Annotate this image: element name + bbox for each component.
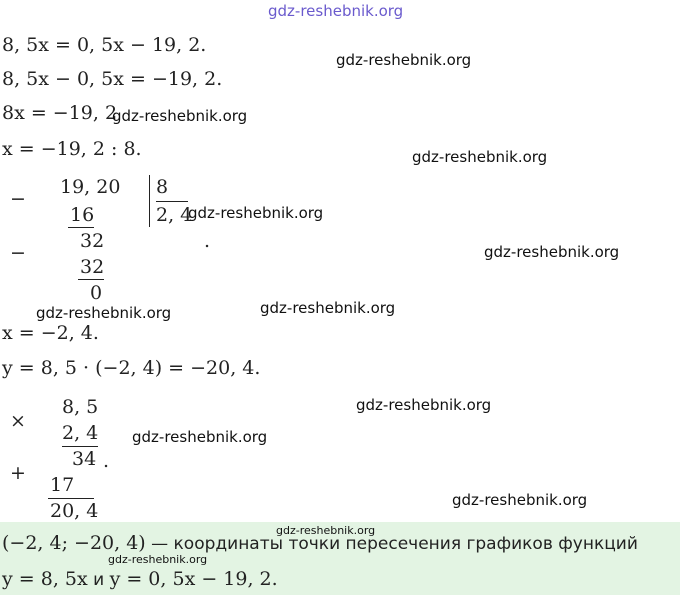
division-minus-2: − — [10, 242, 26, 264]
partial-product-2: 17 — [50, 474, 75, 496]
equation-line-3: 8x = −19, 2 — [2, 102, 118, 124]
division-divisor: 8 — [156, 176, 169, 198]
watermark-5[interactable]: gdz-reshebnik.org — [484, 243, 620, 261]
watermark-10[interactable]: gdz-reshebnik.org — [452, 491, 588, 509]
watermark-top[interactable]: gdz-reshebnik.org — [268, 2, 404, 20]
watermark-7[interactable]: gdz-reshebnik.org — [260, 299, 396, 317]
result-x: x = −2, 4. — [2, 322, 99, 344]
multiplication-sign: × — [10, 410, 26, 432]
watermark-11[interactable]: gdz-reshebnik.org — [276, 524, 376, 537]
partial-product-1: 34 — [72, 448, 97, 470]
division-dividend: 19, 20 — [60, 176, 121, 198]
division-dot: . — [204, 230, 211, 252]
watermark-8[interactable]: gdz-reshebnik.org — [356, 396, 492, 414]
division-minus-1: − — [10, 188, 26, 210]
multiplication-result: 20, 4 — [50, 500, 99, 522]
division-quotient: 2, 4 — [156, 204, 193, 226]
multiplier: 2, 4 — [62, 422, 99, 444]
division-subtrahend-2: 32 — [80, 256, 105, 278]
watermark-4[interactable]: gdz-reshebnik.org — [188, 204, 324, 222]
answer-line-2 — [2, 568, 278, 590]
result-y: y = 8, 5 · (−2, 4) = −20, 4. — [2, 357, 261, 379]
multiplication-dot: . — [103, 450, 110, 472]
answer-and: и — [87, 570, 110, 590]
watermark-3[interactable]: gdz-reshebnik.org — [412, 148, 548, 166]
equation-line-4: x = −19, 2 : 8. — [2, 138, 142, 160]
watermark-12[interactable]: gdz-reshebnik.org — [108, 553, 208, 566]
answer-function-1: y = 8, 5x — [2, 568, 88, 590]
addition-sign: + — [10, 462, 26, 484]
division-underline-2 — [78, 279, 104, 280]
answer-point: (−2, 4; −20, 4) — [2, 532, 146, 554]
division-underline-1 — [68, 227, 94, 228]
watermark-1[interactable]: gdz-reshebnik.org — [336, 51, 472, 69]
multiplication-underline-1 — [62, 446, 98, 447]
multiplication-underline-2 — [48, 498, 94, 499]
division-subtrahend-1: 16 — [70, 204, 95, 226]
answer-text: — координаты точки пересечения графиков функций — [145, 534, 638, 554]
watermark-9[interactable]: gdz-reshebnik.org — [132, 428, 268, 446]
equation-line-2: 8, 5x − 0, 5x = −19, 2. — [2, 68, 223, 90]
watermark-6[interactable]: gdz-reshebnik.org — [36, 304, 172, 322]
equation-line-1: 8, 5x = 0, 5x − 19, 2. — [2, 34, 207, 56]
division-bracket — [149, 175, 150, 227]
watermark-2[interactable]: gdz-reshebnik.org — [112, 107, 248, 125]
division-remainder-final: 0 — [90, 282, 103, 304]
multiplicand: 8, 5 — [62, 396, 99, 418]
answer-function-2: y = 0, 5x − 19, 2. — [109, 568, 278, 590]
division-remainder-1: 32 — [80, 230, 105, 252]
division-divisor-underline — [156, 201, 188, 202]
